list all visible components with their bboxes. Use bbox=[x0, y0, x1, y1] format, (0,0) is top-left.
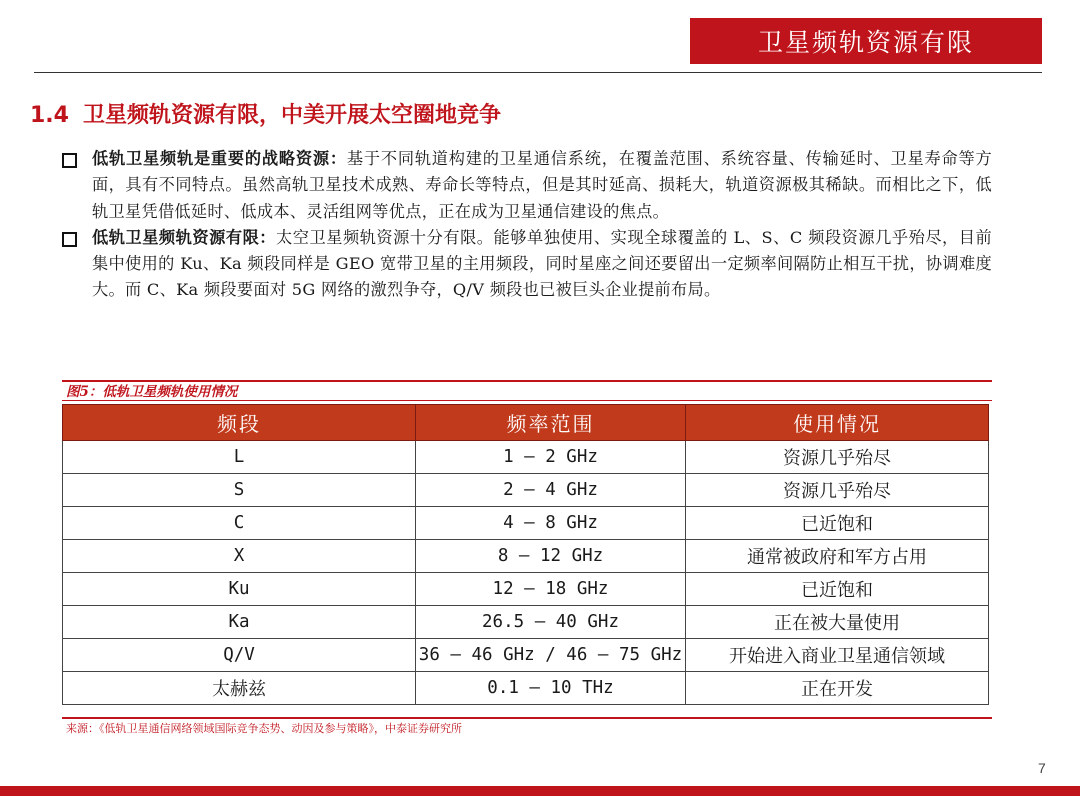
frequency-cell: 1 – 2 GHz bbox=[416, 441, 686, 474]
column-header: 频率范围 bbox=[416, 405, 686, 441]
bullet-text: 太空卫星频轨资源十分有限。能够单独使用、实现全球覆盖的 L、S、C 频段资源几乎殆尽，目前集中使用的 Ku、Ka 频段同样是 GEO 宽带卫星的主用频段，同时星座之间还要留出一定频率间隔防止相互干扰，协调难度大。而 C、Ka 频段要面对 5G 网络的激烈争夺，Q/V 频段也已被巨头企业提前布局。 bbox=[92, 227, 992, 300]
table-row bbox=[63, 606, 989, 639]
table-row bbox=[63, 507, 989, 540]
section-title: 卫星频轨资源有限，中美开展太空圈地竞争 bbox=[82, 103, 501, 128]
square-bullet-icon bbox=[62, 232, 77, 247]
band-cell: S bbox=[63, 474, 416, 507]
header-divider bbox=[34, 72, 1042, 73]
bullet-lead: 低轨卫星频轨资源有限： bbox=[92, 227, 277, 247]
band-cell: L bbox=[63, 441, 416, 474]
usage-cell: 正在被大量使用 bbox=[686, 606, 989, 639]
bullet-lead: 低轨卫星频轨是重要的战略资源： bbox=[92, 149, 347, 168]
square-bullet-icon bbox=[62, 153, 77, 168]
usage-cell: 已近饱和 bbox=[686, 507, 989, 540]
usage-cell: 资源几乎殆尽 bbox=[686, 474, 989, 507]
footer-bar bbox=[0, 786, 1080, 796]
bullet-list bbox=[62, 146, 992, 304]
table-row bbox=[63, 540, 989, 573]
section-number: 1.4 bbox=[30, 103, 69, 128]
frequency-cell: 4 – 8 GHz bbox=[416, 507, 686, 540]
frequency-cell: 8 – 12 GHz bbox=[416, 540, 686, 573]
figure-caption: 图5：低轨卫星频轨使用情况 bbox=[62, 380, 992, 400]
frequency-table bbox=[62, 404, 989, 705]
bullet-item bbox=[62, 225, 992, 304]
bullet-item bbox=[62, 146, 992, 225]
usage-cell: 正在开发 bbox=[686, 672, 989, 705]
frequency-cell: 2 – 4 GHz bbox=[416, 474, 686, 507]
band-cell: Ka bbox=[63, 606, 416, 639]
bullet-text: 基于不同轨道构建的卫星通信系统，在覆盖范围、系统容量、传输延时、卫星寿命等方面，具有不同特点。虽然高轨卫星技术成熟、寿命长等特点，但是其时延高、损耗大，轨道资源极其稀缺。而相比之下，低轨卫星凭借低延时、低成本、灵活组网等优点，正在成为卫星通信建设的焦点。 bbox=[92, 149, 992, 221]
band-cell: Q/V bbox=[63, 639, 416, 672]
table-row bbox=[63, 672, 989, 705]
band-cell: Ku bbox=[63, 573, 416, 606]
section-heading bbox=[30, 98, 501, 129]
usage-cell: 已近饱和 bbox=[686, 573, 989, 606]
usage-cell: 开始进入商业卫星通信领域 bbox=[686, 639, 989, 672]
frequency-cell: 26.5 – 40 GHz bbox=[416, 606, 686, 639]
band-cell: X bbox=[63, 540, 416, 573]
figure-bottom-rule bbox=[62, 717, 992, 719]
band-cell: C bbox=[63, 507, 416, 540]
source-note: 来源：《低轨卫星通信网络领域国际竞争态势、动因及参与策略》，中泰证券研究所 bbox=[66, 722, 462, 735]
table-row bbox=[63, 639, 989, 672]
header-title: 卫星频轨资源有限 bbox=[690, 18, 1042, 64]
frequency-cell: 0.1 – 10 THz bbox=[416, 672, 686, 705]
table-row bbox=[63, 474, 989, 507]
band-cell: 太赫兹 bbox=[63, 672, 416, 705]
table-row bbox=[63, 441, 989, 474]
frequency-cell: 12 – 18 GHz bbox=[416, 573, 686, 606]
column-header: 使用情况 bbox=[686, 405, 989, 441]
page-number: 7 bbox=[1038, 760, 1046, 776]
table-header-row bbox=[63, 405, 989, 441]
frequency-cell: 36 – 46 GHz / 46 – 75 GHz bbox=[416, 639, 686, 672]
column-header: 频段 bbox=[63, 405, 416, 441]
table-row bbox=[63, 573, 989, 606]
usage-cell: 通常被政府和军方占用 bbox=[686, 540, 989, 573]
usage-cell: 资源几乎殆尽 bbox=[686, 441, 989, 474]
figure-caption-rule bbox=[62, 400, 992, 401]
